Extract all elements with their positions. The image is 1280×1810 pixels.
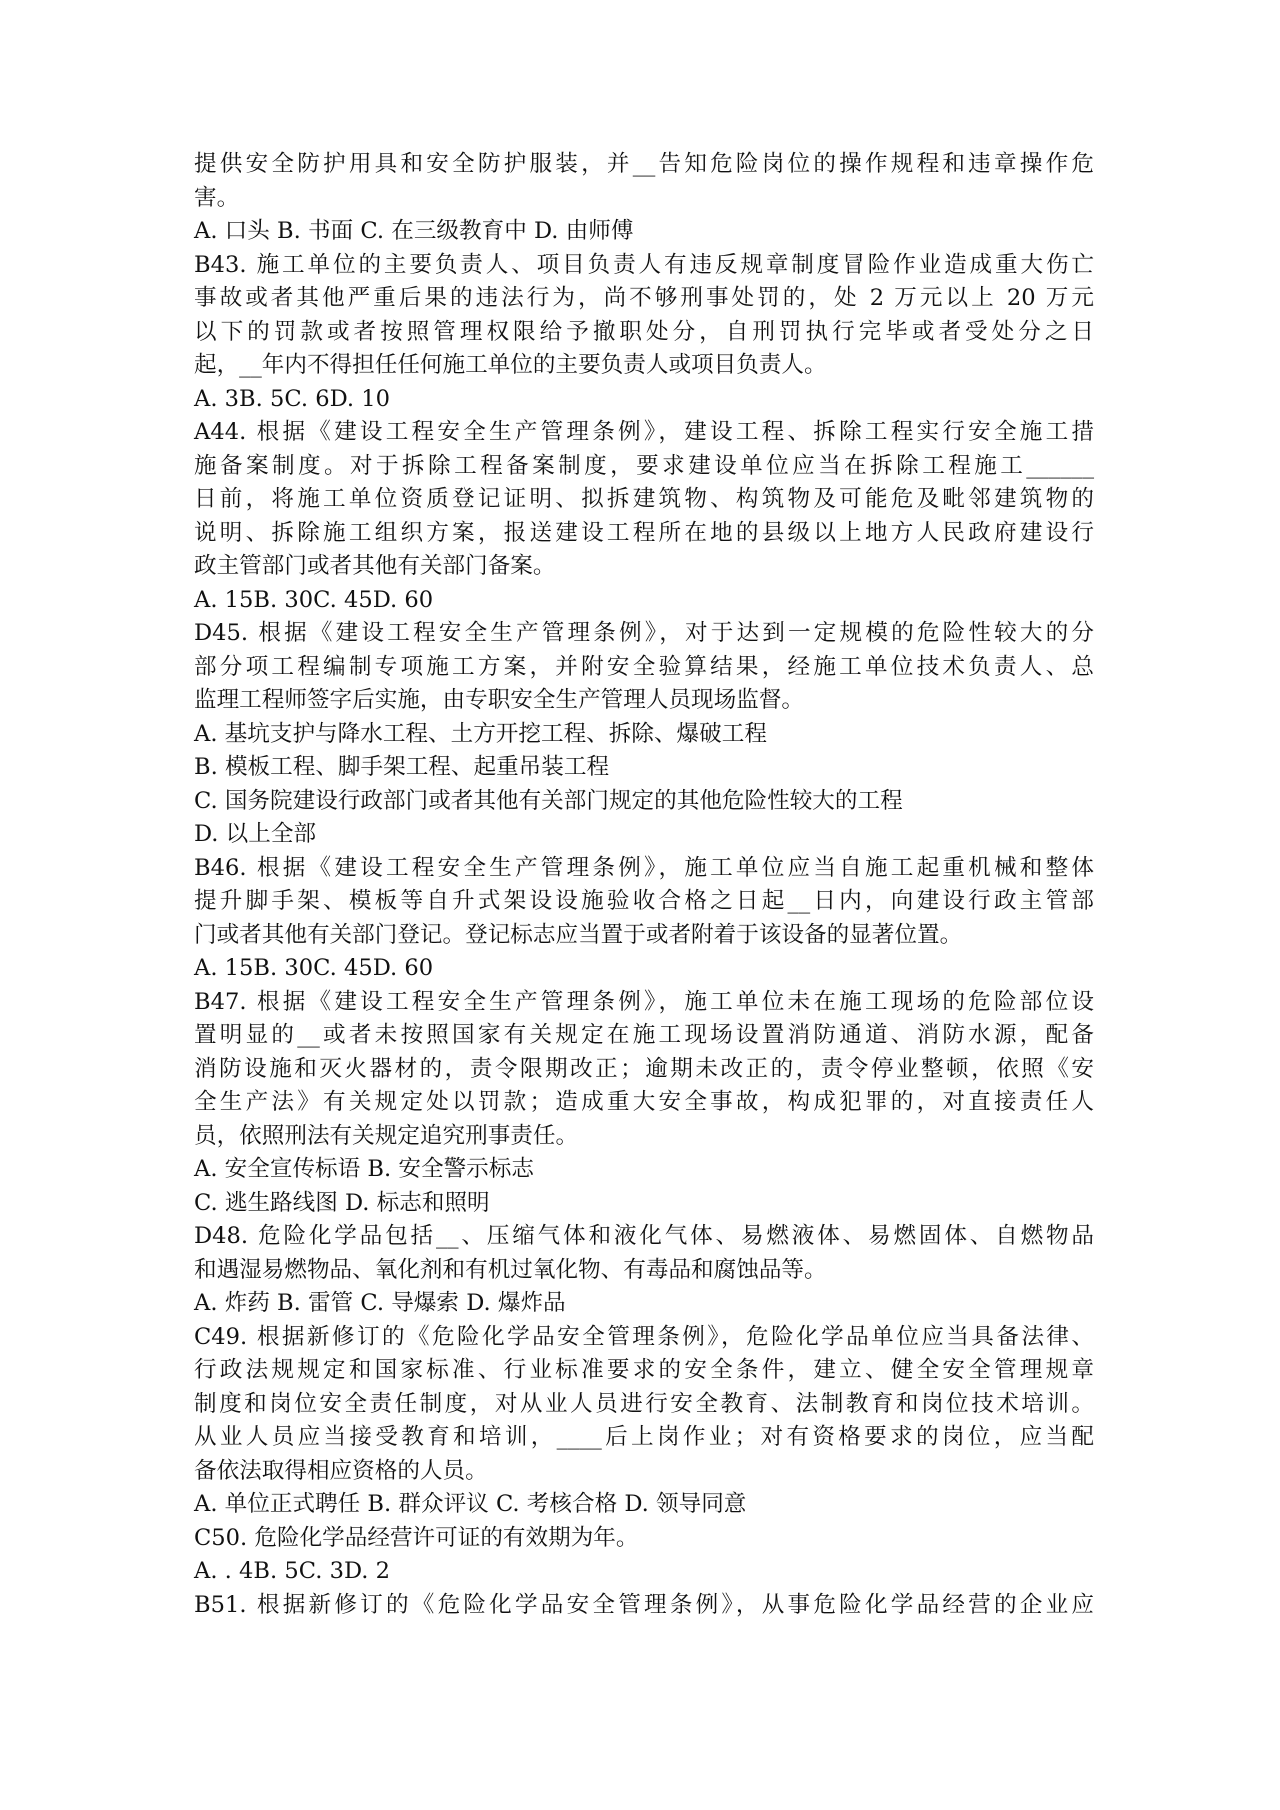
- text-line: 事故或者其他严重后果的违法行为，尚不够刑事处罚的，处 2 万元以上 20 万元: [194, 285, 1094, 311]
- document-page: [194, 148, 1094, 1622]
- text-line: 置明显的__或者未按照国家有关规定在施工现场设置消防通道、消防水源，配备: [194, 1022, 1094, 1048]
- text-line: B. 模板工程、脚手架工程、起重吊装工程: [194, 754, 610, 780]
- text-line: A. 安全宣传标语 B. 安全警示标志: [194, 1156, 534, 1182]
- text-line: 起，__年内不得担任任何施工单位的主要负责人或项目负责人。: [194, 352, 827, 378]
- text-line: 提供安全防护用具和安全防护服装，并__告知危险岗位的操作规程和违章操作危: [194, 151, 1094, 177]
- text-line: 政主管部门或者其他有关部门备案。: [194, 553, 556, 579]
- text-line: D45. 根据《建设工程安全生产管理条例》，对于达到一定规模的危险性较大的分: [194, 620, 1094, 646]
- text-line: 行政法规规定和国家标准、行业标准要求的安全条件，建立、健全安全管理规章: [194, 1357, 1094, 1383]
- text-line: B43. 施工单位的主要负责人、项目负责人有违反规章制度冒险作业造成重大伤亡: [194, 251, 1094, 278]
- text-line: 以下的罚款或者按照管理权限给予撤职处分，自刑罚执行完毕或者受处分之日: [194, 318, 1094, 345]
- text-line: 害。: [194, 184, 240, 211]
- text-line: A. 单位正式聘任 B. 群众评议 C. 考核合格 D. 领导同意: [194, 1491, 747, 1517]
- text-line: 门或者其他有关部门登记。登记标志应当置于或者附着于该设备的显著位置。: [194, 921, 963, 948]
- text-line: C49. 根据新修订的《危险化学品安全管理条例》，危险化学品单位应当具备法律、: [194, 1323, 1094, 1350]
- text-line: B51. 根据新修订的《危险化学品安全管理条例》，从事危险化学品经营的企业应: [194, 1591, 1094, 1618]
- text-line: 部分项工程编制专项施工方案，并附安全验算结果，经施工单位技术负责人、总: [194, 653, 1094, 680]
- text-line: 全生产法》有关规定处以罚款；造成重大安全事故，构成犯罪的，对直接责任人: [194, 1089, 1094, 1115]
- text-line: 施备案制度。对于拆除工程备案制度，要求建设单位应当在拆除工程施工______: [194, 452, 1094, 479]
- text-line: A44. 根据《建设工程安全生产管理条例》，建设工程、拆除工程实行安全施工措: [194, 419, 1094, 445]
- text-line: 消防设施和灭火器材的，责令限期改正；逾期未改正的，责令停业整顿，依照《安: [194, 1055, 1094, 1082]
- text-line: B46. 根据《建设工程安全生产管理条例》，施工单位应当自施工起重机械和整体: [194, 854, 1094, 881]
- text-line: B47. 根据《建设工程安全生产管理条例》，施工单位未在施工现场的危险部位设: [194, 988, 1094, 1015]
- text-line: 提升脚手架、模板等自升式架设设施验收合格之日起__日内，向建设行政主管部: [194, 888, 1094, 914]
- text-line: A. 15B. 30C. 45D. 60: [194, 586, 434, 613]
- text-line: A. 口头 B. 书面 C. 在三级教育中 D. 由师傅: [194, 218, 634, 244]
- text-line: 制度和岗位安全责任制度，对从业人员进行安全教育、法制教育和岗位技术培训。: [194, 1390, 1094, 1417]
- text-line: D48. 危险化学品包括__、压缩气体和液化气体、易燃液体、易燃固体、自燃物品: [194, 1223, 1094, 1249]
- text-line: A. 3B. 5C. 6D. 10: [194, 385, 391, 412]
- text-line: D. 以上全部: [194, 821, 317, 847]
- text-line: C. 国务院建设行政部门或者其他有关部门规定的其他危险性较大的工程: [194, 787, 903, 814]
- text-line: A. . 4B. 5C. 3D. 2: [194, 1558, 391, 1584]
- text-line: 监理工程师签字后实施，由专职安全生产管理人员现场监督。: [194, 687, 805, 713]
- text-line: 备依法取得相应资格的人员。: [194, 1457, 488, 1484]
- text-line: A. 15B. 30C. 45D. 60: [194, 955, 434, 981]
- text-line: 日前，将施工单位资质登记证明、拟拆建筑物、构筑物及可能危及毗邻建筑物的: [194, 486, 1094, 512]
- text-line: A. 基坑支护与降水工程、土方开挖工程、拆除、爆破工程: [194, 720, 767, 747]
- text-line: C50. 危险化学品经营许可证的有效期为年。: [194, 1524, 639, 1551]
- text-line: A. 炸药 B. 雷管 C. 导爆索 D. 爆炸品: [194, 1290, 566, 1316]
- text-line: 说明、拆除施工组织方案，报送建设工程所在地的县级以上地方人民政府建设行: [194, 519, 1094, 546]
- text-line: 和遇湿易燃物品、氧化剂和有机过氧化物、有毒品和腐蚀品等。: [194, 1256, 827, 1283]
- text-line: 从业人员应当接受教育和培训，____后上岗作业；对有资格要求的岗位，应当配: [194, 1424, 1094, 1450]
- text-line: C. 逃生路线图 D. 标志和照明: [194, 1189, 490, 1216]
- text-line: 员，依照刑法有关规定追究刑事责任。: [194, 1122, 579, 1149]
